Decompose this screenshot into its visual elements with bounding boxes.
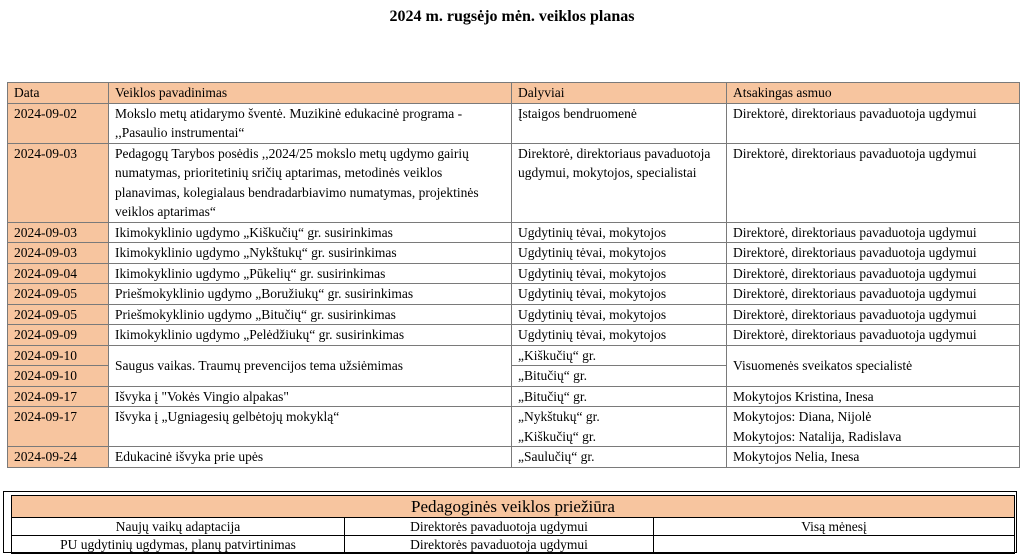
table-header-row	[8, 83, 1020, 104]
responsible-cell: Direktorė, direktoriaus pavaduotoja ugdymui	[727, 243, 1020, 264]
date-cell: 2024-09-05	[8, 304, 109, 325]
activity-cell: Išvyka į "Vokės Vingio alpakas"	[109, 386, 512, 407]
date-cell: 2024-09-02	[8, 103, 109, 143]
activity-cell: Išvyka į „Ugniagesių gelbėtojų mokyklą“	[109, 407, 512, 447]
responsible-cell: Mokytojos Kristina, Inesa	[727, 386, 1020, 407]
activity-cell: Ikimokyklinio ugdymo „Nykštukų“ gr. susirinkimas	[109, 243, 512, 264]
supervision-responsible: Direktorės pavaduotoja ugdymui	[345, 518, 654, 536]
table-row	[8, 263, 1020, 284]
participants-cell: „Bitučių“ gr.	[512, 386, 727, 407]
activity-cell: Ikimokyklinio ugdymo „Pūkelių“ gr. susirinkimas	[109, 263, 512, 284]
table-row	[12, 536, 1015, 554]
table-row	[8, 243, 1020, 264]
participants-cell: „Saulučių“ gr.	[512, 447, 727, 468]
header-participants: Dalyviai	[512, 83, 727, 104]
table-row	[8, 103, 1020, 143]
participants-cell	[512, 407, 727, 447]
date-cell: 2024-09-24	[8, 447, 109, 468]
activity-cell: Saugus vaikas. Traumų prevencijos tema užsiėmimas	[109, 345, 512, 386]
supervision-item: PU ugdytinių ugdymas, planų patvirtinimas	[12, 536, 345, 554]
participants-cell: Įstaigos bendruomenė	[512, 103, 727, 143]
table-row	[8, 325, 1020, 346]
activity-cell: Priešmokyklinio ugdymo „Boružiukų“ gr. susirinkimas	[109, 284, 512, 305]
responsible-cell: Direktorė, direktoriaus pavaduotoja ugdymui	[727, 325, 1020, 346]
responsible-line: Mokytojos: Diana, Nijolė	[733, 409, 872, 424]
header-activity: Veiklos pavadinimas	[109, 83, 512, 104]
participants-cell: „Kiškučių“ gr.	[512, 345, 727, 366]
supervision-time: Visą mėnesį	[654, 518, 1015, 536]
participants-cell: Ugdytinių tėvai, mokytojos	[512, 325, 727, 346]
date-cell: 2024-09-10	[8, 366, 109, 387]
table-row	[8, 407, 1020, 447]
header-responsible: Atsakingas asmuo	[727, 83, 1020, 104]
participants-line: „Nykštukų“ gr.	[518, 409, 600, 424]
participants-cell: Ugdytinių tėvai, mokytojos	[512, 222, 727, 243]
responsible-cell: Direktorė, direktoriaus pavaduotoja ugdymui	[727, 222, 1020, 243]
responsible-cell: Direktorė, direktoriaus pavaduotoja ugdymui	[727, 103, 1020, 143]
activity-cell: Ikimokyklinio ugdymo „Kiškučių“ gr. susirinkimas	[109, 222, 512, 243]
table-row	[8, 386, 1020, 407]
date-cell: 2024-09-05	[8, 284, 109, 305]
supervision-item: Naujų vaikų adaptacija	[12, 518, 345, 536]
table-row	[8, 304, 1020, 325]
table-row	[8, 143, 1020, 222]
participants-cell: Ugdytinių tėvai, mokytojos	[512, 263, 727, 284]
supervision-table	[11, 495, 1015, 554]
date-cell: 2024-09-17	[8, 386, 109, 407]
participants-cell: Ugdytinių tėvai, mokytojos	[512, 304, 727, 325]
date-cell: 2024-09-03	[8, 143, 109, 222]
participants-cell: „Bitučių“ gr.	[512, 366, 727, 387]
responsible-cell: Visuomenės sveikatos specialistė	[727, 345, 1020, 386]
table-row	[12, 518, 1015, 536]
date-cell: 2024-09-09	[8, 325, 109, 346]
activity-cell: Mokslo metų atidarymo šventė. Muzikinė edukacinė programa - ,,Pasaulio instrumentai“	[109, 103, 512, 143]
activity-cell: Pedagogų Tarybos posėdis ,,2024/25 mokslo metų ugdymo gairių numatymas, prioritetinių sričių aptarimas, metodinės veiklos planavimas, kolegialaus bendradarbiavimo numatymas, projektinės veiklos aptarimas“	[109, 143, 512, 222]
participants-cell: Ugdytinių tėvai, mokytojos	[512, 243, 727, 264]
participants-line: „Kiškučių“ gr.	[518, 428, 596, 444]
activity-cell: Edukacinė išvyka prie upės	[109, 447, 512, 468]
page-title: 2024 m. rugsėjo mėn. veiklos planas	[389, 8, 635, 25]
date-cell: 2024-09-10	[8, 345, 109, 366]
date-cell: 2024-09-03	[8, 222, 109, 243]
responsible-cell: Mokytojos Nelia, Inesa	[727, 447, 1020, 468]
supervision-section	[3, 491, 1017, 553]
responsible-cell: Direktorė, direktoriaus pavaduotoja ugdymui	[727, 143, 1020, 222]
supervision-time	[654, 536, 1015, 554]
activity-cell: Ikimokyklinio ugdymo „Pelėdžiukų“ gr. susirinkimas	[109, 325, 512, 346]
responsible-cell: Direktorė, direktoriaus pavaduotoja ugdymui	[727, 284, 1020, 305]
supervision-title-row	[12, 496, 1015, 518]
participants-cell: Ugdytinių tėvai, mokytojos	[512, 284, 727, 305]
table-row	[8, 222, 1020, 243]
supervision-title: Pedagoginės veiklos priežiūra	[12, 496, 1015, 518]
date-cell: 2024-09-04	[8, 263, 109, 284]
supervision-responsible: Direktorės pavaduotoja ugdymui	[345, 536, 654, 554]
date-cell: 2024-09-17	[8, 407, 109, 447]
activity-cell: Priešmokyklinio ugdymo „Bitučių“ gr. susirinkimas	[109, 304, 512, 325]
responsible-cell: Direktorė, direktoriaus pavaduotoja ugdymui	[727, 263, 1020, 284]
table-row	[8, 284, 1020, 305]
responsible-cell: Direktorė, direktoriaus pavaduotoja ugdymui	[727, 304, 1020, 325]
table-row	[8, 345, 1020, 366]
responsible-line: Mokytojos: Natalija, Radislava	[733, 428, 902, 444]
activity-plan-table	[7, 82, 1020, 468]
responsible-cell	[727, 407, 1020, 447]
participants-cell: Direktorė, direktoriaus pavaduotoja ugdymui, mokytojos, specialistai	[512, 143, 727, 222]
header-date: Data	[8, 83, 109, 104]
table-row	[8, 447, 1020, 468]
date-cell: 2024-09-03	[8, 243, 109, 264]
